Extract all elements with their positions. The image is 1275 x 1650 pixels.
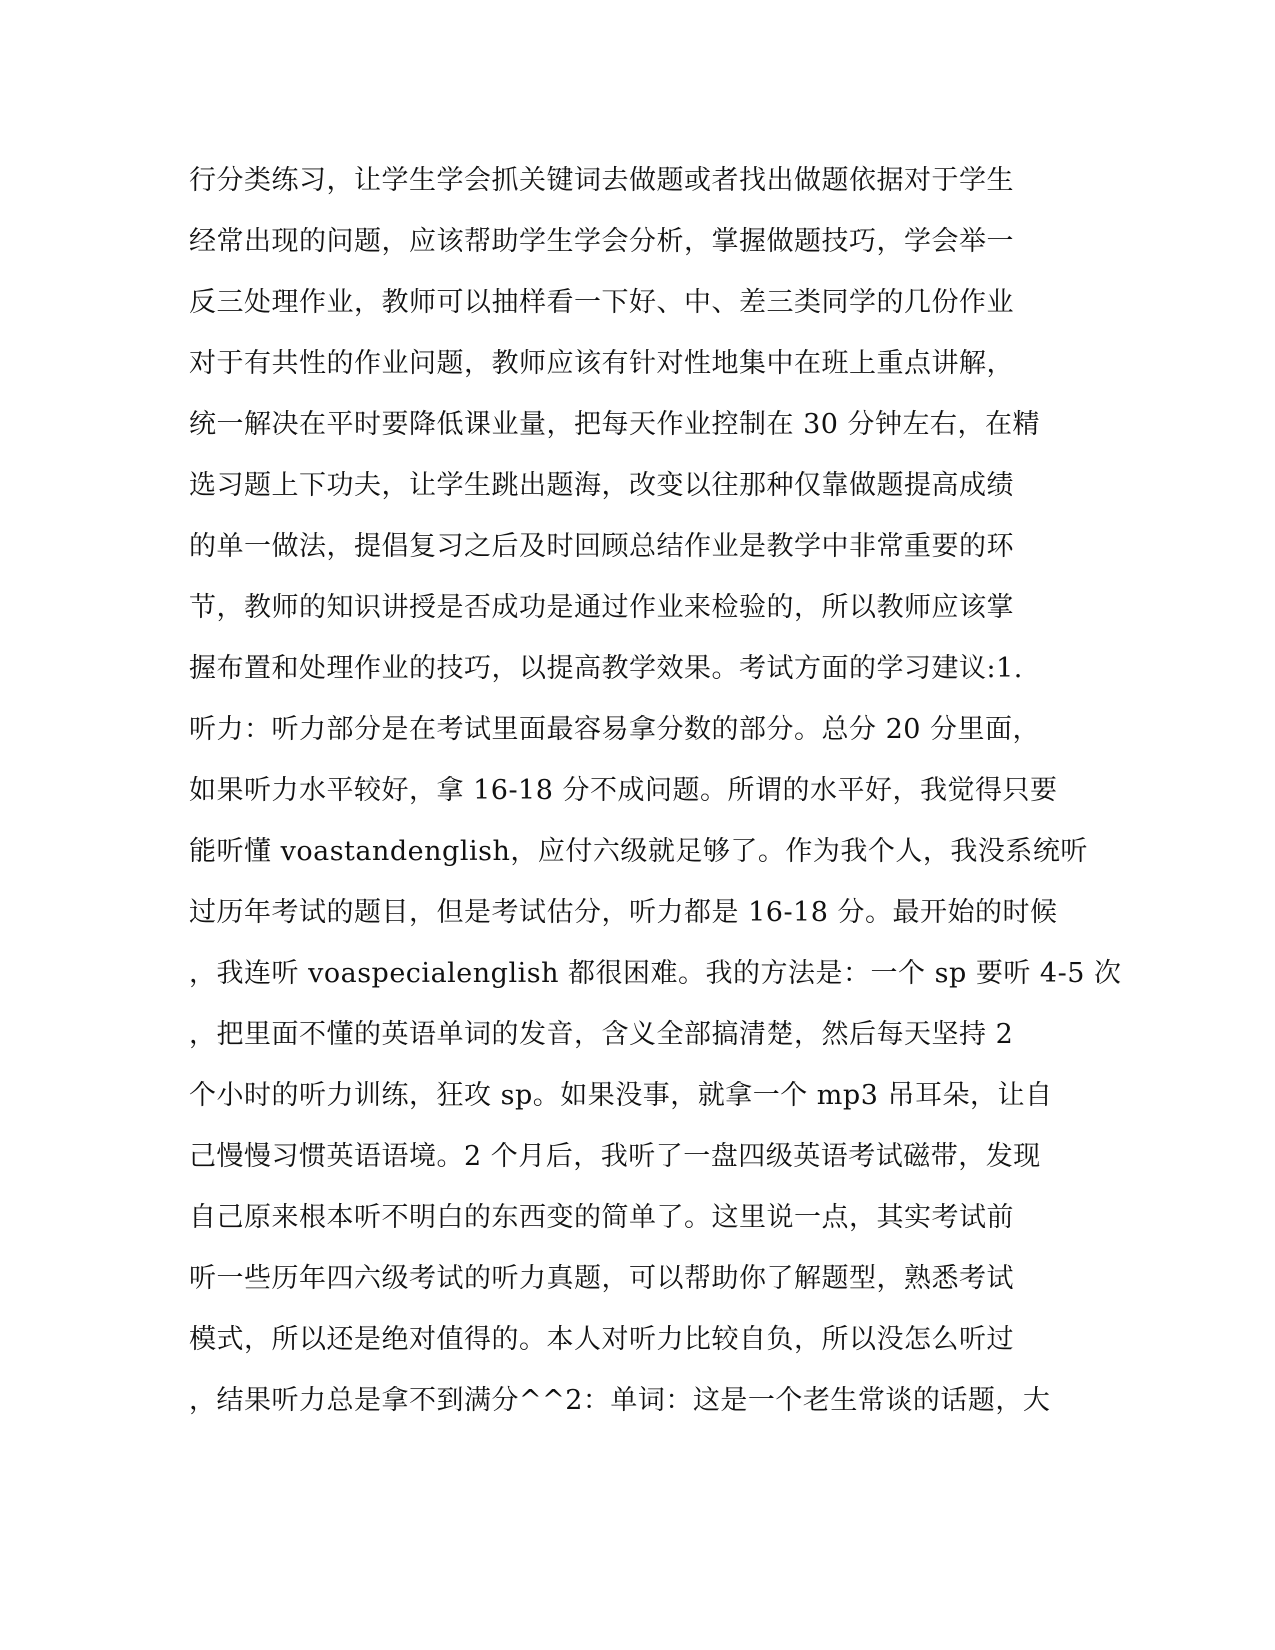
text-line: 过历年考试的题目，但是考试估分，听力都是 16-18 分。最开始的时候 [189, 897, 1058, 928]
text-line: 模式，所以还是绝对值得的。本人对听力比较自负，所以没怎么听过 [189, 1324, 1014, 1355]
text-line: 反三处理作业，教师可以抽样看一下好、中、差三类同学的几份作业 [189, 287, 1014, 318]
text-line: 听一些历年四六级考试的听力真题，可以帮助你了解题型，熟悉考试 [189, 1263, 1014, 1294]
text-line: 行分类练习，让学生学会抓关键词去做题或者找出做题依据对于学生 [189, 165, 1014, 196]
text-line: 经常出现的问题，应该帮助学生学会分析，掌握做题技巧，学会举一 [189, 226, 1014, 257]
text-line: 的单一做法，提倡复习之后及时回顾总结作业是教学中非常重要的环 [189, 531, 1014, 562]
text-line: 统一解决在平时要降低课业量，把每天作业控制在 30 分钟左右，在精 [189, 409, 1041, 440]
body-text [189, 162, 1122, 1443]
text-line: 对于有共性的作业问题，教师应该有针对性地集中在班上重点讲解， [189, 348, 1014, 379]
text-line: 选习题上下功夫，让学生跳出题海，改变以往那种仅靠做题提高成绩 [189, 470, 1014, 501]
text-line: 个小时的听力训练，狂攻 sp。如果没事，就拿一个 mp3 吊耳朵，让自 [189, 1080, 1053, 1111]
text-line: 己慢慢习惯英语语境。2 个月后，我听了一盘四级英语考试磁带，发现 [189, 1141, 1041, 1172]
text-line: ，把里面不懂的英语单词的发音，含义全部搞清楚，然后每天坚持 2 [189, 1019, 1014, 1050]
text-line: ，我连听 voaspecialenglish 都很困难。我的方法是：一个 sp 要听 4-5 次 [189, 958, 1122, 989]
text-line: 握布置和处理作业的技巧，以提高教学效果。考试方面的学习建议:1. [189, 653, 1023, 684]
text-line: 节，教师的知识讲授是否成功是通过作业来检验的，所以教师应该掌 [189, 592, 1014, 623]
text-line: ，结果听力总是拿不到满分^^2：单词：这是一个老生常谈的话题，大 [189, 1385, 1051, 1416]
text-line: 自己原来根本听不明白的东西变的简单了。这里说一点，其实考试前 [189, 1202, 1014, 1233]
text-line: 如果听力水平较好，拿 16-18 分不成问题。所谓的水平好，我觉得只要 [189, 775, 1058, 806]
text-line: 能听懂 voastandenglish，应付六级就足够了。作为我个人，我没系统听 [189, 836, 1088, 867]
text-line: 听力：听力部分是在考试里面最容易拿分数的部分。总分 20 分里面， [189, 714, 1041, 745]
